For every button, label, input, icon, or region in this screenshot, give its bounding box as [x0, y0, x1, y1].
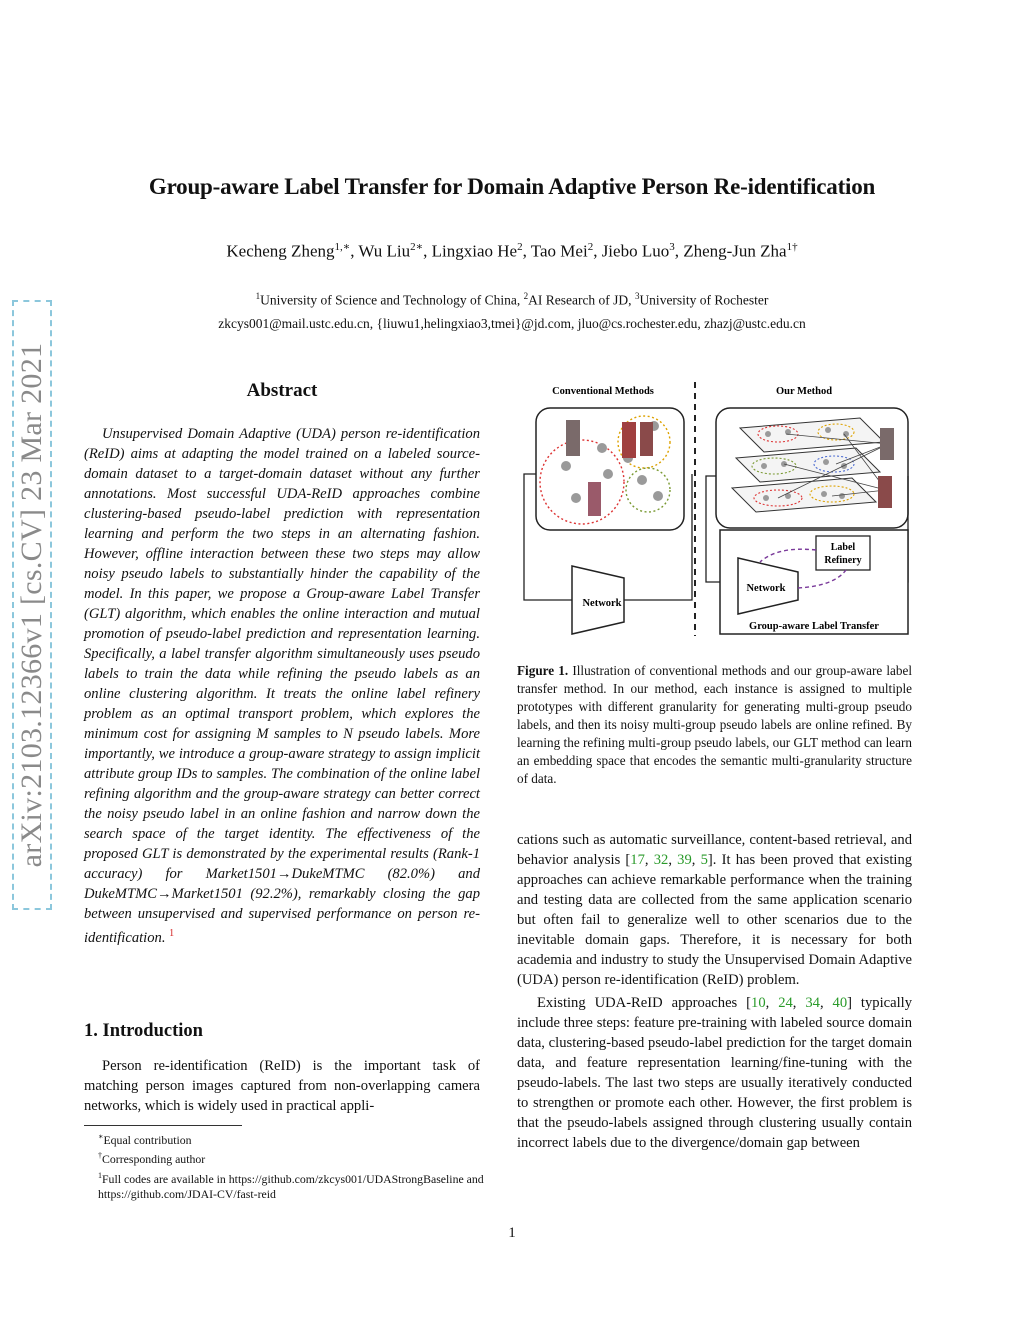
paragraph: Existing UDA-ReID approaches [10, 24, 34, 40] typically include three steps: feature pre-training with labeled source domain data, clustering-based pseudo-label prediction for the target domain data, and feature representation learning/fine-tuning with the pseudo-labels. The last two steps are usually iteratively conducted to strengthen or promote each other. However, the first problem is that the pseudo-labels assigned through clustering usually contain incorrect labels due to the divergence/domain gap between	[517, 995, 912, 1151]
author-list: Kecheng Zheng$^{1,∗}$, Wu Liu$^{2∗}$, Lingxiao He$^2$, Tao Mei$^2$, Jiebo Luo$^3$, Zheng-Jun Zha$^{1\dagger}$	[226, 241, 798, 261]
footnote	[84, 1129, 524, 1148]
arxiv-sidebar	[12, 300, 52, 910]
footnote-mark: ∗	[98, 1132, 104, 1141]
author-mark: 3	[669, 241, 675, 253]
person-thumbnail	[878, 476, 892, 508]
right-column-text	[517, 830, 912, 1156]
citation-link[interactable]: 39	[677, 852, 692, 868]
arxiv-id: arXiv:2103.12366v1 [cs.CV] 23 Mar 2021	[15, 342, 48, 868]
affil-text: University of Science and Technology of China,	[260, 292, 524, 308]
footnote-text: Equal contribution	[103, 1132, 192, 1147]
label-refinery-label: Label	[830, 542, 856, 553]
author-emails: zkcys001@mail.ustc.edu.cn, {liuwu1,helingxiao3,tmei}@jd.com, jluo@cs.rochester.edu, zhazj@ustc.edu.cn	[218, 316, 806, 331]
text-run: cations such as automatic surveillance, content-based retrieval, and behavior analysis [	[517, 832, 912, 868]
citation-link[interactable]: 5	[700, 852, 708, 868]
footnote-divider	[84, 1125, 242, 1126]
figure-right-title: Our Method	[775, 386, 833, 397]
author: Tao Mei	[530, 241, 588, 261]
author-mark: 1,∗	[334, 241, 351, 253]
glt-label: Group-aware Label Transfer	[749, 621, 879, 632]
author: Zheng-Jun Zha	[683, 241, 787, 261]
label-refinery-label: Refinery	[824, 555, 862, 566]
footnote-ref[interactable]: 1	[169, 928, 175, 939]
network-label: Network	[582, 598, 622, 609]
abstract-heading: Abstract	[246, 380, 318, 401]
affiliations	[0, 291, 1024, 309]
figure-caption	[517, 662, 912, 788]
author: Kecheng Zheng	[226, 241, 335, 261]
affil-mark: 3	[634, 291, 640, 301]
caption-label: Figure 1.	[517, 663, 569, 678]
author-mark: 1†	[786, 241, 798, 253]
figure-left-title: Conventional Methods	[552, 386, 654, 397]
citation-link[interactable]: 34	[805, 995, 820, 1011]
footnote-text: Full codes are available in https://github.com/zkcys001/UDAStrongBaseline and https://github.com/JDAI-CV/fast-reid	[98, 1171, 484, 1202]
citation-link[interactable]: 17	[630, 852, 645, 868]
intro-paragraph: Person re-identification (ReID) is the important task of matching person images captured from non-overlapping camera networks, which is widely used in practical appli-	[84, 1058, 480, 1114]
group-layers	[732, 418, 884, 512]
figure-1-diagram	[516, 378, 916, 640]
author-mark: 2∗	[410, 241, 424, 253]
abstract-text	[84, 424, 480, 948]
text-run: ]. It has been proved that existing approaches can achieve remarkable performance when the training and testing data are collected from the same application scenario but often fail to generalize well to other scenarios due to the inevitable domain gaps. Therefore, it is necessary for both academia and industry to study the Unsupervised Domain Adaptive (UDA) person re-identification (ReID) problem.	[517, 852, 913, 988]
page-number: 1	[508, 1225, 516, 1241]
affil-text: University of Rochester	[639, 292, 769, 308]
affil-mark: 1	[255, 291, 261, 301]
section-heading: 1. Introduction	[84, 1021, 203, 1041]
author: Wu Liu	[358, 241, 411, 261]
citation-link[interactable]: 40	[832, 995, 848, 1011]
paragraph: cations such as automatic surveillance, content-based retrieval, and behavior analysis [17, 32, 39, 5]. It has been proved that existing approaches can achieve remarkable performance when the training and testing data are collected from the same application scenario but often fail to generalize well to other scenarios due to the inevitable domain gaps. Therefore, it is necessary for both academia and industry to study the Unsupervised Domain Adaptive (UDA) person re-identification (ReID) problem.	[517, 832, 913, 988]
author: Jiebo Luo	[601, 241, 670, 261]
footnote-mark: †	[98, 1151, 102, 1161]
abstract-paragraph: Unsupervised Domain Adaptive (UDA) person re-identification (ReID) aims at adapting the model trained on a labeled source-domain dataset to a target-domain dataset without any further annotations. Most successful UDA-ReID approaches combine clustering-based pseudo-label prediction with representation learning and perform the two steps in an alternating fashion. However, offline interaction between these two steps may allow noisy pseudo labels to substantially hinder the capability of the model. In this paper, we propose a Group-aware Label Transfer (GLT) algorithm, which enables the online interaction and mutual promotion of pseudo-label prediction and representation learning. Specifically, a label transfer algorithm simultaneously uses pseudo labels to train the data while refining the pseudo labels as an online clustering algorithm. It treats the online label refinery problem as an optimal transport problem, which explores the minimum cost for assigning M samples to N pseudo labels. More importantly, we introduce a group-aware strategy to assign implicit attribute group IDs to samples. The combination of the online label refining algorithm and the group-aware strategy can better correct the noisy pseudo label in an online fashion and narrow down the search space of the target identity. The effectiveness of the proposed GLT is demonstrated by the experimental results (Rank-1 accuracy) for Market1501→DukeMTMC (82.0%) and DukeMTMC→Market1501 (92.2%), remarkably closing the gap between unsupervised and supervised performance on person re-identification.	[84, 426, 480, 946]
network-label: Network	[746, 583, 786, 594]
footnote-text: Corresponding author	[102, 1152, 206, 1167]
affil-mark: 2	[523, 291, 529, 301]
author-mark: 2	[517, 241, 523, 253]
citation-link[interactable]: 32	[653, 852, 669, 868]
footnote-mark: 1	[98, 1170, 102, 1180]
caption-text: Illustration of conventional methods and our group-aware label transfer method. In our method, each instance is assigned to multiple prototypes with different granularity for generating multi-group pseudo labels, and then its noisy multi-group pseudo labels are online refined. By learning the refining multi-group pseudo labels, our GLT method can learn an embedding space that encodes the semantic multi-granularity structure of data.	[517, 663, 912, 786]
paper-title: Group-aware Label Transfer for Domain Adaptive Person Re-identification	[148, 174, 876, 199]
author: Lingxiao He	[431, 241, 518, 261]
author-mark: 2	[587, 241, 594, 253]
footnote	[84, 1148, 524, 1167]
citation-link[interactable]: 10	[751, 995, 766, 1011]
footnote	[84, 1168, 524, 1203]
person-thumbnail	[880, 428, 894, 460]
citation-link[interactable]: 24	[778, 995, 793, 1011]
footnotes	[84, 1129, 524, 1203]
text-run: ] typically include three steps: feature pre-training with labeled source domain data, clustering-based pseudo-label prediction for the target domain data, and feature representation learning/fine-tuning with the pseudo-labels. The last two steps are usually iteratively conducted to strengthen or promote each other. However, the first problem is that the pseudo-labels assigned through clustering usually contain incorrect labels due to the divergence/domain gap between	[517, 995, 912, 1151]
embedding-space-box	[536, 408, 684, 530]
text-run: Existing UDA-ReID approaches [	[537, 995, 752, 1011]
affil-text: AI Research of JD,	[528, 292, 635, 308]
